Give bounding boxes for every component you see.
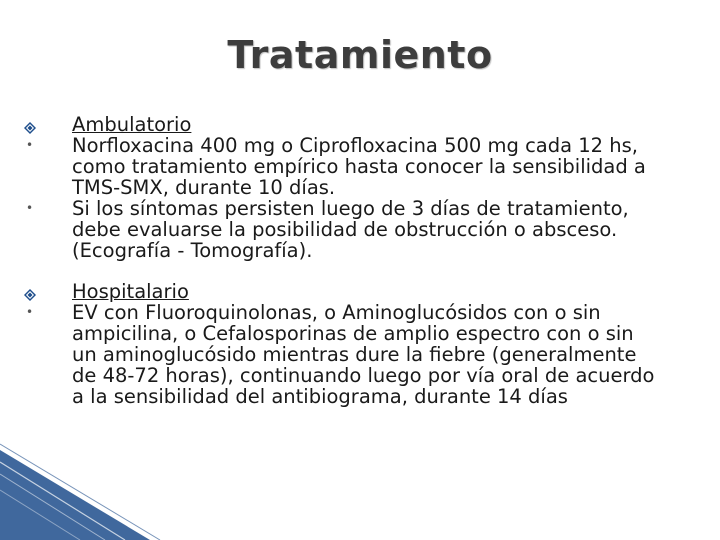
dot-bullet-icon: •: [26, 305, 34, 319]
bullet-text: Si los síntomas persisten luego de 3 días de tratamiento, debe evaluarse la posibilidad de obstrucción o absceso. (Ecografía - Tomografía).: [72, 197, 629, 262]
bullet-text: EV con Fluoroquinolonas, o Aminoglucósidos con o sin ampicilina, o Cefalosporinas de amplio espectro con o sin un aminoglucósido mientras dure la fiebre (generalmente de 48-72 horas), continuando luego por vía oral de acuerdo a la sensibilidad del antibiograma, durante 14 días: [72, 301, 655, 408]
bullet-item: [22, 198, 672, 261]
section-heading-hospitalario: [22, 281, 672, 302]
section-heading-label: Ambulatorio: [72, 113, 192, 136]
dot-bullet-icon: •: [26, 201, 34, 215]
slide-body: [22, 114, 672, 407]
section-heading-ambulatorio: [22, 114, 672, 135]
bullet-item: [22, 302, 672, 407]
bullet-item: [22, 135, 672, 198]
slide-title: Tratamiento: [227, 33, 493, 77]
dot-bullet-icon: •: [26, 138, 34, 152]
section-heading-label: Hospitalario: [72, 280, 189, 303]
bullet-text: Norfloxacina 400 mg o Ciprofloxacina 500 mg cada 12 hs, como tratamiento empírico hasta conocer la sensibilidad a TMS-SMX, durante 10 días.: [72, 134, 646, 199]
corner-decoration: [0, 430, 720, 540]
